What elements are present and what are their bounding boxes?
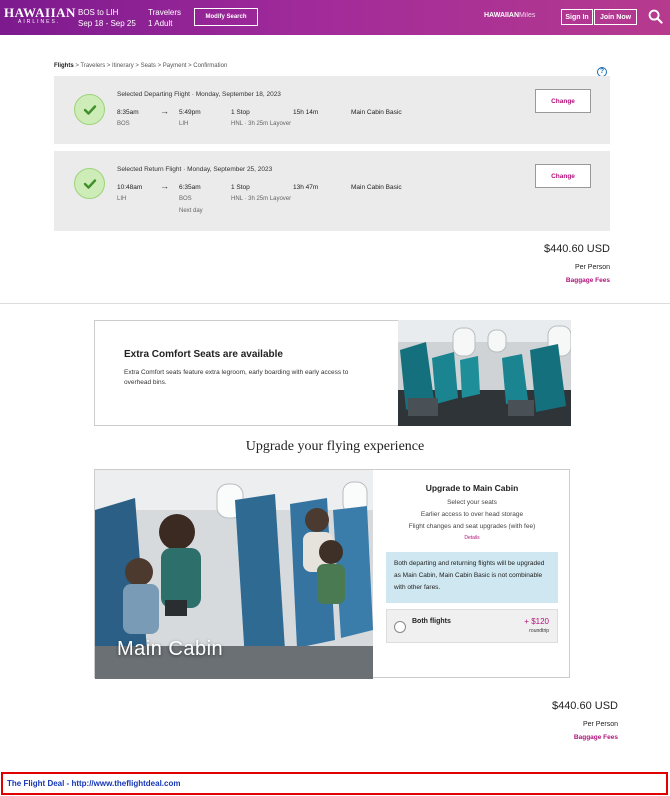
travelers-summary xyxy=(148,7,181,29)
arrive-code: LIH xyxy=(179,121,189,127)
departing-flight-card xyxy=(54,76,610,144)
cabin-class: Main Cabin Basic xyxy=(351,184,402,191)
logo-subtext: AIRLINES. xyxy=(18,19,61,25)
logo-wordmark: HAWAIIAN xyxy=(4,5,76,20)
depart-code: BOS xyxy=(117,121,130,127)
trip-dates: Sep 18 - Sep 25 xyxy=(78,19,136,28)
upgrade-price-unit: roundtrip xyxy=(529,628,549,634)
arrive-code: BOS xyxy=(179,196,192,202)
upgrade-details-link[interactable]: Details xyxy=(464,535,480,541)
arrive-next-day-note: Next day xyxy=(179,208,203,214)
hawaiian-airlines-logo[interactable] xyxy=(4,5,76,26)
flight-deal-banner xyxy=(1,772,668,795)
total-price: $440.60 USD xyxy=(543,243,610,255)
breadcrumb-sep: > xyxy=(105,63,113,69)
top-header xyxy=(0,0,670,35)
breadcrumb-travelers: Travelers xyxy=(80,63,106,69)
flight-title: Selected Return Flight · Monday, September 25, 2023 xyxy=(117,166,273,173)
baggage-fees-link[interactable]: Baggage Fees xyxy=(573,734,618,741)
per-person-label: Per Person xyxy=(574,264,610,271)
upgrade-heading: Upgrade your flying experience xyxy=(245,439,425,454)
breadcrumb-itinerary: Itinerary xyxy=(112,63,134,69)
breadcrumb-flights[interactable]: Flights xyxy=(54,63,74,69)
change-return-button[interactable]: Change xyxy=(535,164,591,188)
per-person-label: Per Person xyxy=(582,721,618,728)
depart-time: 10:48am xyxy=(117,184,143,191)
arrive-time: 5:49pm xyxy=(179,109,201,116)
both-flights-radio[interactable] xyxy=(394,621,406,633)
trip-route: BOS to LIH xyxy=(78,8,119,17)
both-flights-option[interactable] xyxy=(386,609,558,643)
cabin-class: Main Cabin Basic xyxy=(351,109,402,116)
upgrade-title: Upgrade to Main Cabin xyxy=(425,483,519,493)
upgrade-feature: Select your seats xyxy=(447,499,497,506)
search-icon[interactable] xyxy=(648,9,663,24)
main-cabin-image xyxy=(95,470,373,679)
breadcrumb-seats: Seats xyxy=(140,63,156,69)
breadcrumb-sep: > xyxy=(73,63,81,69)
arrow-right-icon: → xyxy=(160,181,169,191)
breadcrumb-sep: > xyxy=(155,63,163,69)
breadcrumb-confirmation: Confirmation xyxy=(193,63,228,69)
help-icon[interactable]: ? xyxy=(597,67,607,77)
flight-deal-text[interactable]: The Flight Deal - http://www.theflightdeal.com xyxy=(7,779,181,788)
miles-bold: HAWAIIAN xyxy=(484,12,519,19)
arrow-right-icon: → xyxy=(160,106,169,116)
upgrade-info-note: Both departing and returning flights will be upgraded as Main Cabin, Main Cabin Basic is not combinable with other fares. xyxy=(386,552,558,603)
extra-comfort-title: Extra Comfort Seats are available xyxy=(124,349,283,360)
modify-search-button[interactable]: Modify Search xyxy=(194,8,258,26)
breadcrumb-payment: Payment xyxy=(162,63,187,69)
main-cabin-image-label: Main Cabin xyxy=(117,638,224,660)
duration: 15h 14m xyxy=(293,109,319,116)
travelers-label: Travelers xyxy=(148,8,182,17)
total-price: $440.60 USD xyxy=(551,700,618,712)
join-now-button[interactable]: Join Now xyxy=(594,9,637,25)
flight-title: Selected Departing Flight · Monday, September 18, 2023 xyxy=(117,91,281,98)
upgrade-price: + $120 xyxy=(524,617,549,626)
extra-comfort-seats-image xyxy=(398,320,571,426)
price-summary-top xyxy=(544,243,610,284)
checkmark-icon xyxy=(74,94,105,125)
sign-in-button[interactable]: Sign In xyxy=(561,9,593,25)
return-flight-card xyxy=(54,151,610,231)
trip-summary xyxy=(78,7,136,29)
upgrade-feature: Flight changes and seat upgrades (with fee) xyxy=(408,523,536,530)
baggage-fees-link[interactable]: Baggage Fees xyxy=(565,277,610,284)
depart-code: LIH xyxy=(117,196,127,202)
hawaiian-miles-logo[interactable] xyxy=(484,12,535,19)
arrive-time: 6:35am xyxy=(179,184,201,191)
breadcrumb-sep: > xyxy=(133,63,141,69)
extra-comfort-card xyxy=(94,320,570,426)
both-flights-label: Both flights xyxy=(412,618,451,625)
upgrade-feature: Earlier access to over head storage xyxy=(420,511,524,518)
section-divider xyxy=(0,303,670,304)
price-summary-bottom xyxy=(552,700,618,741)
depart-time: 8:35am xyxy=(117,109,139,116)
change-departing-button[interactable]: Change xyxy=(535,89,591,113)
extra-comfort-description: Extra Comfort seats feature extra legroom, early boarding with early access to overhead bins. xyxy=(124,369,349,386)
layover: HNL · 3h 25m Layover xyxy=(231,121,292,127)
stops: 1 Stop xyxy=(231,184,250,191)
stops: 1 Stop xyxy=(231,109,250,116)
breadcrumb xyxy=(54,63,227,69)
duration: 13h 47m xyxy=(293,184,319,191)
upgrade-main-cabin-card xyxy=(94,469,570,678)
breadcrumb-sep: > xyxy=(186,63,194,69)
miles-lite: Miles xyxy=(519,12,536,19)
layover: HNL · 3h 25m Layover xyxy=(231,196,292,202)
travelers-value: 1 Adult xyxy=(148,19,173,28)
checkmark-icon xyxy=(74,168,105,199)
